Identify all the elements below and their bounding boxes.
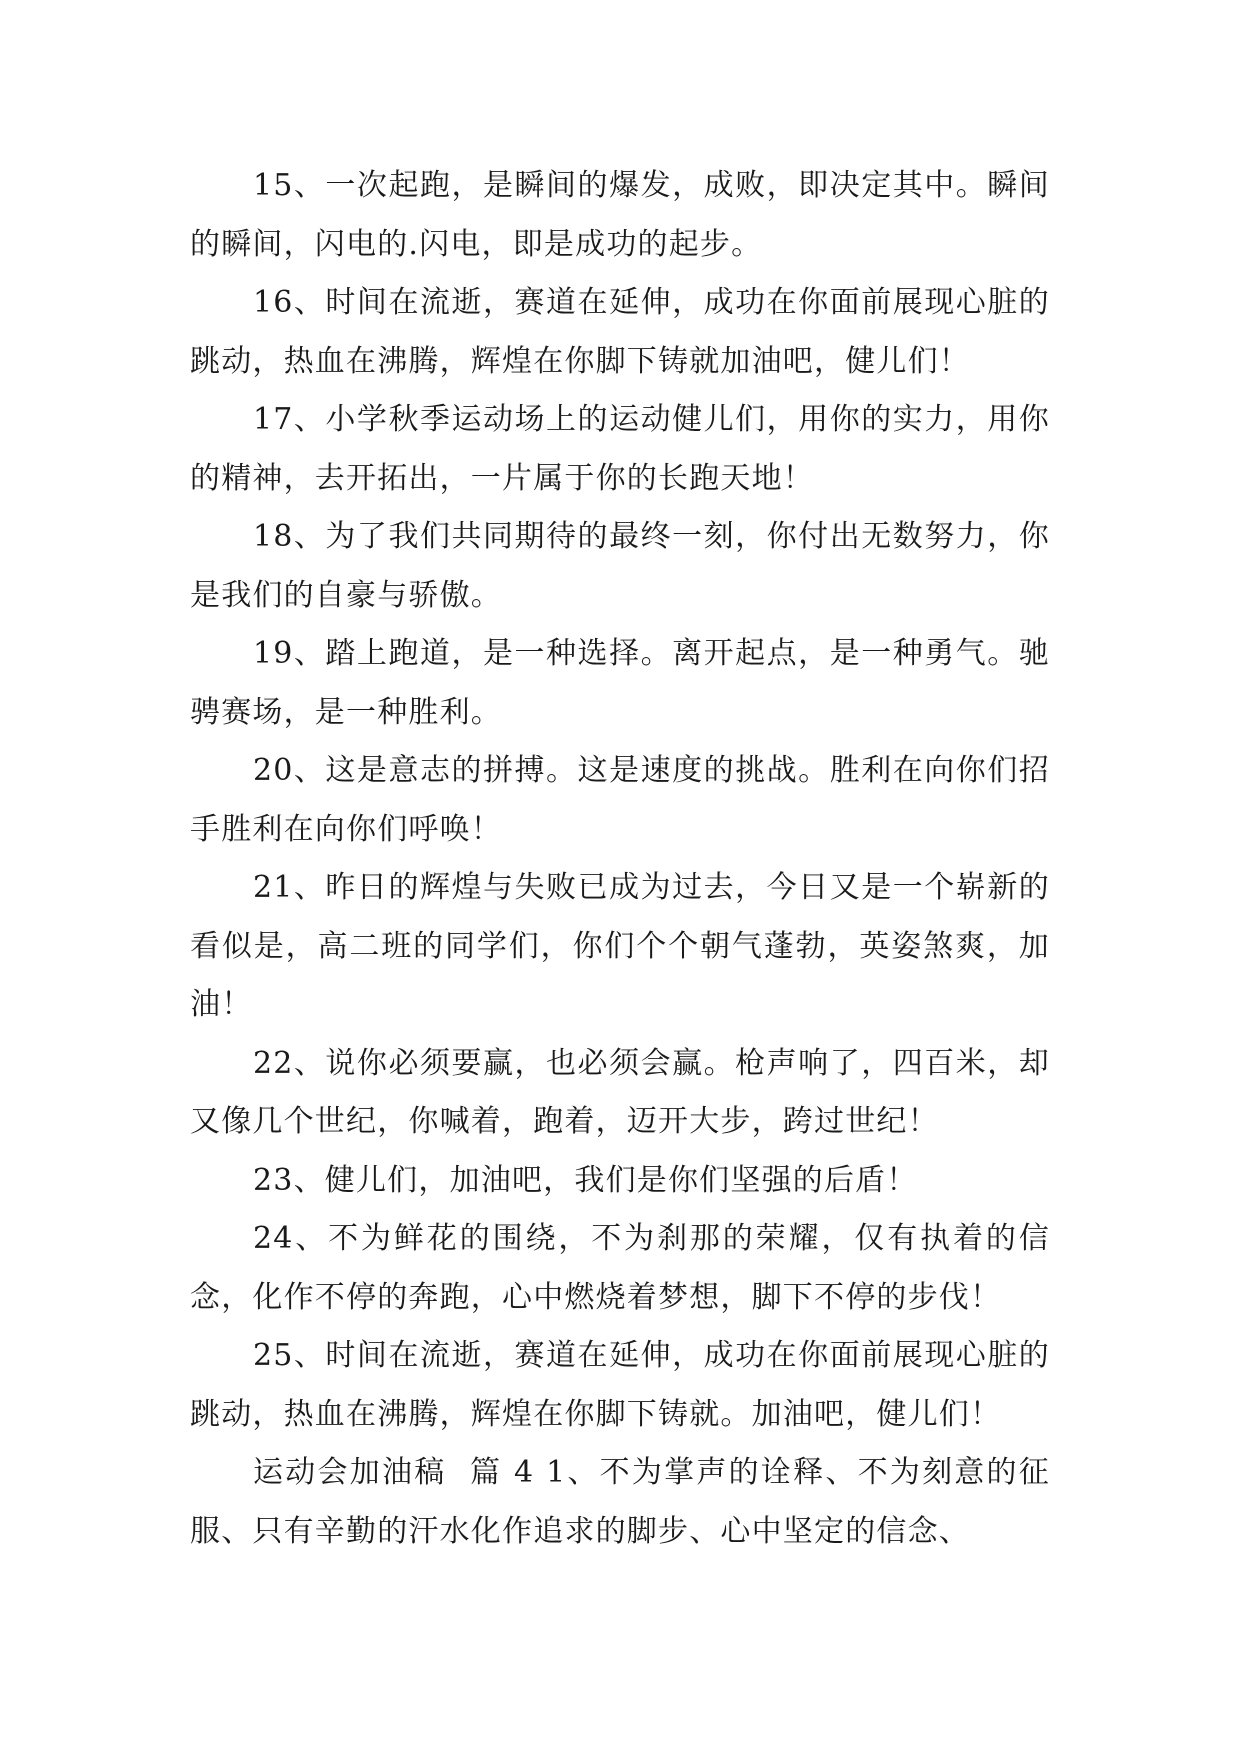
paragraph-16: 16、时间在流逝，赛道在延伸，成功在你面前展现心脏的跳动，热血在沸腾，辉煌在你脚下铸就加油吧，健儿们！	[190, 285, 1050, 379]
section-heading: 运动会加油稿 篇 4	[253, 1455, 535, 1490]
paragraph-19: 19、踏上跑道，是一种选择。离开起点，是一种勇气。驰骋赛场，是一种胜利。	[190, 636, 1050, 730]
paragraph-15: 15、一次起跑，是瞬间的爆发，成败，即决定其中。瞬间的瞬间，闪电的.闪电，即是成功的起步。	[190, 168, 1050, 262]
paragraph-17: 17、小学秋季运动场上的运动健儿们，用你的实力，用你的精神，去开拓出，一片属于你的长跑天地！	[190, 402, 1050, 496]
section-spacer	[534, 1455, 546, 1490]
document-body	[190, 157, 1050, 1561]
paragraph-24: 24、不为鲜花的围绕，不为刹那的荣耀，仅有执着的信念，化作不停的奔跑，心中燃烧着梦想，脚下不停的步伐！	[190, 1221, 1050, 1315]
paragraph-21: 21、昨日的辉煌与失败已成为过去，今日又是一个崭新的看似是，高二班的同学们，你们个个朝气蓬勃，英姿煞爽，加油！	[190, 870, 1050, 1022]
section-text: 1、不为掌声的诠释、不为刻意的征服、只有辛勤的汗水化作追求的脚步、心中坚定的信念、	[190, 1455, 1050, 1549]
paragraph-23: 23、健儿们，加油吧，我们是你们坚强的后盾！	[253, 1162, 918, 1198]
paragraph-20: 20、这是意志的拼搏。这是速度的挑战。胜利在向你们招手胜利在向你们呼唤！	[190, 753, 1050, 847]
paragraph-22: 22、说你必须要赢，也必须会赢。枪声响了，四百米，却又像几个世纪，你喊着，跑着，迈开大步，跨过世纪！	[190, 1045, 1050, 1139]
section-paragraph	[190, 1444, 1050, 1561]
paragraph-25: 25、时间在流逝，赛道在延伸，成功在你面前展现心脏的跳动，热血在沸腾，辉煌在你脚下铸就。加油吧，健儿们！	[190, 1338, 1050, 1432]
paragraph-18: 18、为了我们共同期待的最终一刻，你付出无数努力，你是我们的自豪与骄傲。	[190, 519, 1050, 613]
